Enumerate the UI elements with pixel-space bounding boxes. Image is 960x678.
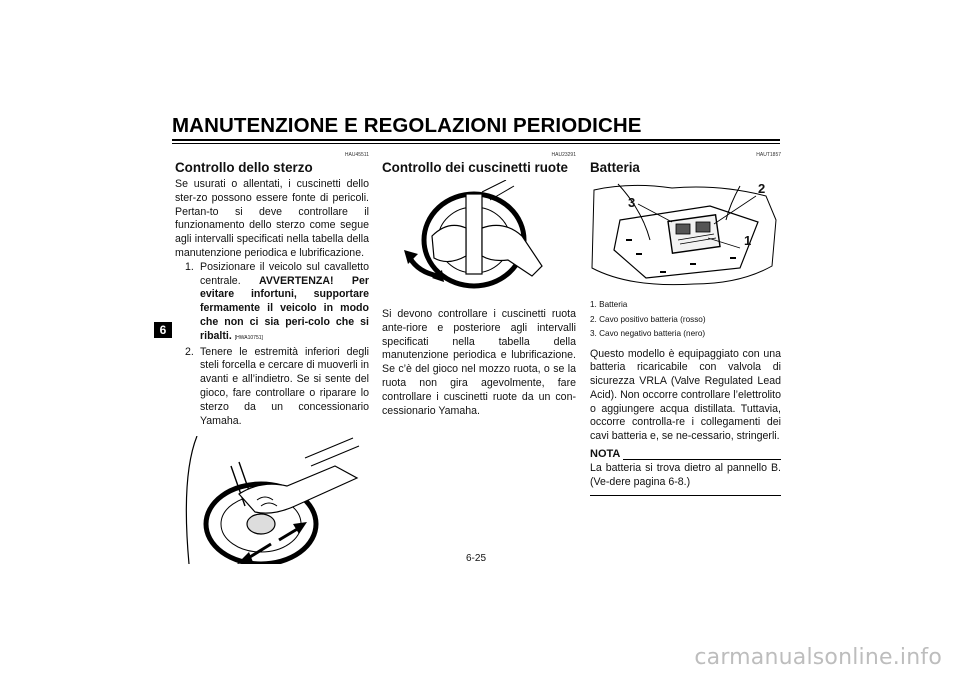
wheel-bearings-section [382,152,576,418]
steering-section [175,152,369,564]
note-label: NOTA [590,448,621,461]
list-item: 1. Batteria [590,300,628,309]
step-text: Posizionare il veicolo sul cavalletto centrale. [200,260,369,287]
section-code: HAU45511 [344,152,369,158]
note-rule [623,449,781,460]
list-item: 3. Cavo negativo batteria (nero) [590,329,706,338]
battery-illustration [590,180,781,292]
step-text: Tenere le estremità inferiori degli steli forcella e cercare di muoverli in avanti e all’indietro. Se si sente del gioco, fare controllare o riparare lo sterzo da un concessionario Yamaha. [200,345,369,427]
header-rule-thin [172,143,780,144]
note-header [590,448,781,460]
wheel-bearing-illustration [382,180,576,296]
callout-2: 2 [758,181,766,196]
steering-illustration [175,436,369,564]
step-number: 1. [185,260,194,273]
chapter-tab: 6 [154,322,172,338]
header-rule [172,139,780,141]
battery-section [590,152,781,496]
callout-1: 1 [744,233,752,248]
wheel-bearings-heading: Controllo dei cuscinetti ruote [382,160,568,175]
battery-heading: Batteria [590,160,640,175]
list-item [175,346,369,429]
list-item [175,261,369,346]
note-text: La batteria si trova dietro al pannello B. (Ve-dere pagina 6-8.) [590,462,781,488]
section-code: HAUT1857 [756,152,781,158]
steering-steps [175,261,369,429]
wheel-bearings-body: Si devono controllare i cuscinetti ruota ante-riore e posteriore agli intervalli specificati nella tabella della manutenzione periodica e lubrificazione. Se c’è del gioco nel mozzo ruota, o se la ruota non gira agevolmente, fare controllare i cuscinetti ruote da un con-cessionario Yamaha. [382,308,576,417]
callout-3: 3 [628,195,636,210]
battery-legend [590,298,781,342]
warning-code: [HWA10751] [234,334,263,341]
step-number: 2. [185,345,194,358]
note-bottom-rule [590,495,781,496]
page-number: 6-25 [466,553,487,564]
steering-heading: Controllo dello sterzo [175,160,313,175]
section-code: HAU23291 [551,152,576,158]
steering-intro: Se usurati o allentati, i cuscinetti dello ster-zo possono essere fonte di pericoli. Pertan-to si deve controllare il funzionamento dello sterzo come segue agli intervalli specificati nella tabella della manutenzione periodica e lubrificazione. [175,178,369,259]
battery-body: Questo modello è equipaggiato con una batteria ricaricabile con valvola di sicurezza VRLA (Valve Regulated Lead Acid). Non occorre controllare l’elettrolito o aggiungere acqua distillata. Tuttavia, occorre controlla-re i collegamenti dei cavi batteria e, se ne-cessario, stringerli. [590,347,781,443]
page-title: MANUTENZIONE E REGOLAZIONI PERIODICHE [172,114,642,137]
watermark: carmanualsonline.info [694,645,942,670]
list-item: 2. Cavo positivo batteria (rosso) [590,314,706,324]
warning-text: AVVERTENZA! Per evitare infortuni, supportare fermamente il veicolo in modo che non ci sia peri-colo che si ribalti. [200,274,369,342]
